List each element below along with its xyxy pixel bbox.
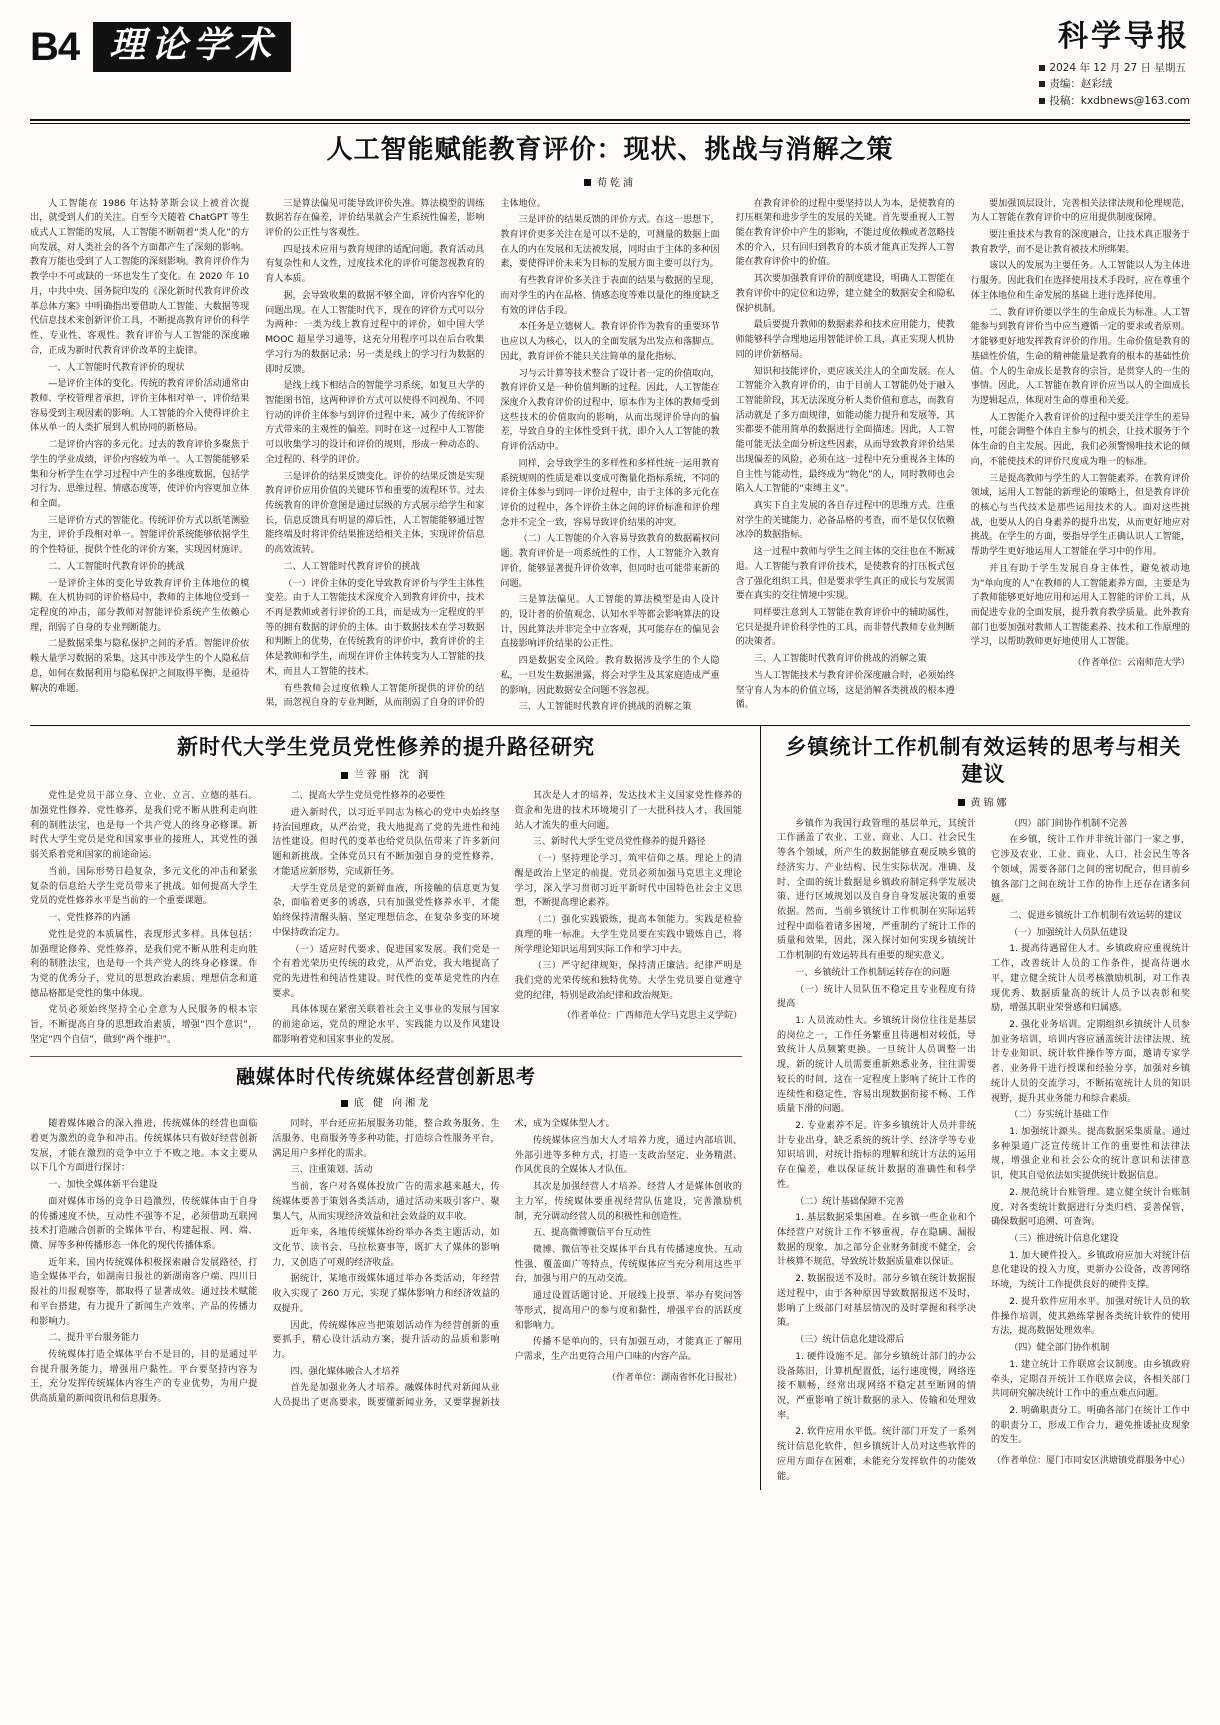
- paragraph: 一、加快全媒体新平台建设: [48, 1180, 158, 1191]
- paragraph: 知识和技能评价，更应该关注人的全面发展。在人工智能介入教育评价的，由于目前人工智能仍处于融入工智能阶段，其无法深度分析人类价值和意志，而教育活动就是了多方面规律，如能动能力提升和发展等，其实都要不能用简单的数据进行全面描述。因此，人工智能可能无法全面分析这些因素，从而导致教育评价结果出现偏差的风险，必须在这一过程中充分重视各主体的自主性与能动性，最终成为“物化”的人，同时教师也会陷入人工智能的“束缚主义”。: [735, 366, 955, 495]
- paragraph: 同时，平台还应拓展服务功能，整合政务服务、生活服务、电商服务等多种功能，打造综合性服务平台，满足用户多样化的需求。: [272, 1119, 500, 1159]
- paragraph: 1. 人员流动性大。乡镇统计岗位往往是基层的岗位之一，工作任务繁重且待遇相对较低，导致统计人员频繁更换。一旦统计人员调整一出现，新的统计人员需要重新熟悉业务，往往需要较长的时间，这在一定程度上影响了统计工作的连续性和稳定性，容易出现数据衔接不畅、工作质量下滑的问题。: [777, 1015, 976, 1115]
- paragraph: 2. 专业素养不足。许多乡镇统计人员并非统计专业出身，缺乏系统的统计学、经济学等专业知识培训，对统计指标的理解和统计方法的运用存在偏差，难以保证统计数据的准确性和科学性。: [777, 1121, 976, 1190]
- article-party-cultivation: [30, 734, 742, 1048]
- paragraph: （二）统计基础保障不完善: [795, 1196, 905, 1207]
- paragraph: 1. 建立统计工作联席会议制度。由乡镇政府牵头，定期召开统计工作联席会议，各相关部门共同研究解决统计工作中的重点难点问题。: [991, 1359, 1190, 1400]
- paragraph: 要注重技术与教育的深度融合，让技术真正服务于教育教学，而不是让教育被技术所绑架。: [970, 230, 1190, 255]
- article-affiliation: （作者单位：云南师范大学）: [1072, 658, 1190, 669]
- paragraph: 近年来，各地传统媒体纷纷举办各类主题活动，如文化节、读书会、马拉松赛事等，既扩大了媒体的影响力，又创造了可观的经济收益。: [272, 1228, 500, 1268]
- paragraph: 三是评价的结果反馈的评价方式。在这一思想下，教育评价更多关注在是可以不是的，可测量的数据上面在人的内在发展和无法被发展，同时由于主体的多种因素，要使得评价未来为目标的发展方面主要可以行为。: [500, 215, 720, 270]
- paragraph: 最后要提升教师的数据素养和技术应用能力，使教师能够科学合理地运用智能评价工具，真正实现人机协同的评价新格局。: [735, 320, 955, 360]
- paragraph: 三、人工智能时代教育评价挑战的消解之策: [518, 702, 692, 713]
- article-affiliation: （作者单位：厦门市同安区洪塘镇党群服务中心）: [991, 1456, 1190, 1467]
- paragraph: （一）坚持理论学习，筑牢信仰之基。理论上的清醒是政治上坚定的前提。党员必须加强马克思主义理论学习，深入学习贯彻习近平新时代中国特色社会主义思想，不断提高理论素养。: [514, 854, 742, 909]
- paragraph: （二）强化实践锻炼，提高本领能力。实践是检验真理的唯一标准。大学生党员要在实践中锻炼自己，将所学理论知识运用到实际工作和学习中去。: [514, 915, 742, 955]
- paragraph: 因此，传统媒体应当把策划活动作为经营创新的重要抓手，精心设计活动方案，提升活动的品质和影响力。: [272, 1320, 500, 1361]
- paragraph: 1. 加大硬件投入。乡镇政府应加大对统计信息化建设的投入力度，更新办公设备，改善网络环境，为统计工作提供良好的硬件支撑。: [991, 1250, 1190, 1291]
- paragraph: 具体体现在紧密关联着社会主义事业的发展与国家的前途命运，党员的理论水平、实践能力以及作风建设都影响着党和国家事业的发展。: [272, 1005, 500, 1045]
- paragraph: 二是评价内容的多元化。过去的教育评价多聚焦于学生的学业成绩，评价内容较为单一。人工智能能够采集和分析学生在学习过程中产生的多维度数据，包括学习行为、思维过程、情感态度等，使评价内容更加立体和全面。: [30, 440, 250, 509]
- date-line: 2024 年 12 月 27 日 星期五: [1049, 62, 1186, 74]
- byline-marker-icon: [341, 772, 348, 779]
- article-divider: [30, 1056, 742, 1057]
- paragraph: 三是提高教师与学生的人工智能素养。在教育评价领域，运用人工智能的新理论的策略上，但是教育评价的核心与当代技术是那些运用技术的人。面对这些挑战，也要从人的自身素养的提升出发，从而更好地应对挑战。在学生的方面，要指导学生正确认识人工智能，帮助学生更好地运用人工智能在学习中的作用。: [970, 473, 1190, 558]
- bullet-icon: [1039, 81, 1045, 87]
- paragraph: 2. 规范统计台账管理。建立健全统计台账制度，对各类统计数据进行分类归档、妥善保管，确保数据可追溯、可查询。: [991, 1187, 1190, 1228]
- article-byline: [30, 766, 742, 781]
- article-ai-education: [30, 134, 1190, 715]
- paragraph: 二、人工智能时代教育评价的挑战: [48, 561, 185, 572]
- paragraph: 大学生党员是党的新鲜血液，所接触的信息更为复杂，面临着更多的诱惑，只有加强党性修养水平，才能始终保持清醒头脑、坚定理想信念，在复杂多变的环境中保持政治定力。: [272, 883, 500, 938]
- paragraph: 面对媒体市场的竞争日趋激烈，传统媒体由于自身的传播速度不快，互动性不强等不足，必须借助互联网技术打造融合创新的全媒体平台，构建起报、网、端、微、屏等多种传播形态一体化的现代传播体系。: [30, 1196, 258, 1251]
- masthead-meta: [1039, 60, 1190, 109]
- paragraph: （四）健全部门协作机制: [1009, 1343, 1110, 1354]
- paragraph: （二）夯实统计基础工作: [1009, 1110, 1110, 1121]
- paragraph: 三、注重策划、活动: [290, 1165, 373, 1176]
- article-body: [30, 197, 1190, 715]
- paragraph: 首先是加强业务人才培养。融媒体时代对新闻从业人员提出了更高要求，既要懂新闻业务，又要掌握新技术，成为全媒体型人才。: [272, 1119, 615, 1409]
- paragraph: 三、人工智能时代教育评价挑战的消解之策: [753, 654, 927, 665]
- paragraph: 1. 基层数据采集困难。在乡镇一些企业和个体经营户对统计工作不够重视，存在隐瞒、漏报数据的现象，加之部分企业财务制度不健全，会计核算不规范，导致统计数据质量难以保证。: [777, 1213, 976, 1268]
- paragraph: 2. 强化业务培训。定期组织乡镇统计人员参加业务培训，培训内容应涵盖统计法律法规、统计专业知识、统计软件操作等方面，邀请专家学者、业务骨干进行授课和经验分享，加强对乡镇统计人员的交流学习，不断拓宽统计人员的知识视野，提升其业务能力和综合素质。: [991, 1019, 1190, 1104]
- paragraph: 党员必须始终坚持全心全意为人民服务的根本宗旨，不断提高自身的思想政治素质，增强“四个意识”，坚定“四个自信”，做到“两个维护”。: [30, 1005, 258, 1045]
- article-author: 底 健 向湘龙: [353, 1098, 432, 1110]
- paragraph: （三）严守纪律规矩，保持清正廉洁。纪律严明是我们党的光荣传统和独特优势。大学生党员要自觉遵守党的纪律，特别是政治纪律和政治规矩。: [514, 961, 742, 1001]
- paragraph: 三是评价方式的智能化。传统评价方式以纸笔测验为主，评价手段相对单一。智能评价系统能够依据学生的个性特征，提供个性化的评价方案，实现因材施评。: [30, 515, 250, 556]
- paragraph: 三是算法偏见。人工智能的算法模型是由人设计的，设计者的价值观念、认知水平等都会影响算法的设计，因此算法并非完全中立客观，其可能存在的偏见会直接影响评价结果的公正性。: [500, 595, 720, 650]
- paragraph: —是评价主体的变化。传统的教育评价活动通常由教师、学校管理者承担，评价主体相对单一，评价结果容易受到主观因素的影响。人工智能的介入使得评价主体从单一的人类扩展到人机协同的新格局。: [30, 379, 250, 434]
- paragraph: 有些教育评价多关注于表面的结果与数据的呈现，而对学生的内在品格、情感态度等难以量化的维度缺乏有效的评估手段。: [500, 276, 720, 316]
- paragraph: 二、教育评价要以学生的生命成长为标准。人工智能参与到教育评价当中应当遵循一定的要求或者原则。才能够更好地发挥教育评价的作用。生命价值是教育的基础性价值，生命的精神能量是教育的根本的基础性价值。个人的生命成长是教育的宗旨，是贯穿人的一生的事情。因此，人工智能在教育评价应当以人的全面成长为逻辑起点，体现对生命的尊重和关爱。: [970, 307, 1190, 406]
- paragraph: 进入新时代，以习近平同志为核心的党中央始终坚持治国理政，从严治党，我大地提高了党的先进性和纯洁性建设。但时代的变革也给党员队伍带来了许多新问题和新挑战。全体党员只有不断加强自身的党性修养，才能适应新形势，完成新任务。: [272, 808, 500, 877]
- paragraph: 微博、微信等社交媒体平台具有传播速度快、互动性强、覆盖面广等特点，传统媒体应当充分利用这些平台，加强与用户的互动交流。: [514, 1244, 742, 1285]
- paragraph: 2. 提升软件应用水平。加强对统计人员的软件操作培训，使其熟练掌握各类统计软件的使用方法，提高数据处理效率。: [991, 1296, 1190, 1337]
- byline-marker-icon: [958, 799, 965, 806]
- paragraph: 三是算法偏见可能导致评价失准。算法模型的训练数据若存在偏差，评价结果就会产生系统性偏差，影响评价的公正性与客观性。: [265, 198, 485, 239]
- paragraph: 真实下自主发展的各自存过程中的思维方式。注重对学生的关键能力、必备品格的考查，而不是仅仅依赖冰冷的数据指标。: [735, 500, 955, 541]
- paragraph: 通过设置话题讨论、开展线上投票、举办有奖问答等形式，提高用户的参与度和黏性，增强平台的活跃度和影响力。: [514, 1291, 742, 1331]
- paragraph: 同样，会导致学生的多样性和多样性统一运用教育系统规则的性质是难以变成可衡量化指标系统，不同的评价主体参与到同一评价过程中，由于主体的多元化在评价的过程中，各个评价主体之间的评价标准和评价理念并不完全一致，容易导致评价结果的冲突。: [500, 458, 720, 528]
- masthead: [30, 19, 1190, 115]
- paragraph: 当人工智能技术与教育评价深度融合时，必须始终坚守育人为本的价值立场，这是消解各类挑战的根本遵循。: [735, 670, 955, 711]
- masthead-rule-thick: [30, 119, 1190, 121]
- paragraph: 习与云计算等技术整合了设计者一定的价值取向，教育评价又是一种价值判断的过程。因此，人工智能在深度介入教育评价的过程中，原本作为主体的教师受到这些技术的价值取向的影响，从而出现评价导向的偏差，导致自身的主体性受到干扰，即介入人工智能的教育评价活动中。: [500, 368, 720, 453]
- paragraph: 在乡镇，统计工作并非统计部门一家之事，它涉及农业、工业、商业、人口、社会民生等各个领域，需要各部门之间的密切配合，但目前乡镇各部门之间在统计工作的协作上还存在诸多问题。: [991, 835, 1190, 905]
- article-affiliation: （作者单位：湖南省怀化日报社）: [606, 1372, 742, 1383]
- masthead-left: [30, 22, 291, 72]
- masthead-rule-thin: [30, 123, 1190, 124]
- paragraph: 三是评价的结果反馈变化。评价的结果反馈是实现教育评价应用价值的关键环节和重要的流程环节。过去传统教育的评价意图是通过层级的方式展示给学生和家长，信息反馈具有明显的滞后性，人工智能能够通过智能终端及时将评价结果推送给相关主体，实现评价信息的高效流转。: [265, 471, 485, 556]
- article-author: 兰蓉丽 沈 润: [353, 770, 432, 782]
- paragraph: 党性是党的本质属性，表现形式多样。具体包括：加强理论修养、党性修养，是我们党不断从胜利走向胜利的制胜法宝，也是每一个共产党人的终身必修课。作为党的优秀分子，党员的思想政治素质、理想信念和道德品格都是党性的集中体现。: [30, 929, 258, 999]
- paragraph: 人工智能在 1986 年达特茅斯会议上被首次提出，就受到人们的关注。自至今天随着 ChatGPT 等生成式人工智能的发展，人工智能不断朝着“类人化”的方向发展，对人类社会的各个方面都产生了深刻的影响。教育万能也受到了人工智能的深刻影响。教育评价作为教学中不可或缺的一环也发生了变化。在 2020 年 10 月，中共中央、国务院印发的《深化新时代教育评价改革总体方案》中明确指出要借助人工智能、大数据等现代信息技术来创新评价工具，不断提高教育评价的科学性、专业性、客观性。教育评价与人工智能的深度融合，正成为新时代教育评价改革的主旋律。: [30, 198, 250, 356]
- paragraph: 1. 提高待遇留住人才。乡镇政府应重视统计工作，改善统计人员的工作条件，提高待遇水平，建立健全统计人员考核激励机制，对工作表现优秀、数据质量高的统计人员予以表彰和奖励，增强其职业荣誉感和归属感。: [991, 944, 1190, 1014]
- paragraph: 当前，客户对各媒体投放广告的需求越来越大，传统媒体要善于策划各类活动，通过活动来吸引客户、聚集人气，从而实现经济效益和社会效益的双丰收。: [272, 1182, 500, 1222]
- paragraph: 据，会导致收集的数据不够全面，评价内容窄化的问题出现。在人工智能时代下，现在的评价方式可以分为两种：一类为线上教育过程中的评价，如中国大学 MOOC 超星学习通等，这充分用程序可以在后台收集学习行为的数据记录；另一类是线上的学习行为数据的即时反馈。: [265, 290, 485, 375]
- paragraph: 二、提升平台服务能力: [48, 1333, 140, 1344]
- paragraph: 传播不是单向的，只有加强互动，才能真正了解用户需求，生产出更符合用户口味的内容产品。: [514, 1337, 742, 1363]
- paragraph: （四）部门间协作机制不完善: [1009, 818, 1128, 829]
- paragraph: 其次是加强经营人才培养。经营人才是媒体创收的主力军，传统媒体要重视经营队伍建设，完善激励机制，充分调动经营人员的积极性和创造性。: [514, 1182, 742, 1222]
- paragraph: 一、党性修养的内涵: [48, 913, 131, 924]
- paragraph: 四、强化媒体融合人才培养: [290, 1366, 400, 1377]
- article-byline: [30, 174, 1190, 189]
- paragraph: 传统媒体打造全媒体平台不是目的，目的是通过平台提升服务能力，增强用户黏性。平台要坚持内容为王，充分发挥传统媒体内容生产的专业优势，为用户提供高质量的新闻资讯和信息服务。: [30, 1350, 258, 1405]
- paragraph: 随着媒体融合的深入推进，传统媒体的经营也面临着更为激烈的竞争和冲击。传统媒体只有做好经营创新发展，才能在激烈的竞争中立于不败之地。本文主要从以下几个方面进行探讨：: [30, 1119, 258, 1174]
- paragraph: （一）适应时代要求、促进国家发展。我们党是一个有着光荣历史传统的政党，从严治党，我大地提高了党的先进性和纯洁性建设。时代性的变革是党性的内在要求。: [272, 944, 500, 999]
- paragraph: 1. 硬件设施不足。部分乡镇统计部门的办公设备陈旧，计算机配置低，运行速度慢，网络连接不顺畅，经常出现网络不稳定甚至断网的情况，严重影响了统计数据的录入、传输和处理效率。: [777, 1351, 976, 1421]
- paragraph: 当前，国际形势日趋复杂，多元文化的冲击和紧张复杂的信息给大学生党员带来了挑战。如何提高大学生党员的党性修养水平是当前的一个重要课题。: [30, 866, 258, 907]
- paragraph: 2. 软件应用水平低。统计部门开发了一系列统计信息化软件，但乡镇统计人员对这些软件的应用方面存在困难，未能充分发挥软件的功能效能。: [777, 1427, 976, 1482]
- paragraph: （一）统计人员队伍不稳定且专业程度有待提高: [777, 984, 976, 1010]
- article-media-convergence: [30, 1065, 742, 1411]
- paragraph: 二、提高大学生党员党性修养的必要性: [290, 791, 446, 802]
- editor-line: 责编：赵彩绒: [1049, 78, 1113, 91]
- article-author: 荀乾浦: [597, 177, 636, 189]
- paragraph: 并且有助于学生发展自身主体性，避免被动地为“单向度的人”在教师的人工智能素养方面，主要是为了教师能够更好地应用和运用人工智能的评价工具，从而促进专业的全面发展，提升教育教学质量。此外教育部门也要加强对教师人工智能素养、技术和工作原理的学习，以帮助教师更好地使用人工智能。: [970, 563, 1190, 648]
- paragraph: （一）加强统计人员队伍建设: [1009, 927, 1128, 938]
- article-body: [30, 1117, 742, 1411]
- paragraph: 二是数据采集与隐私保护之间的矛盾。智能评价依赖大量学习数据的采集，这其中涉及学生的个人隐私信息，如何在数据利用与隐私保护之间取得平衡，是亟待解决的难题。: [30, 639, 250, 694]
- paragraph: 乡镇作为我国行政管理的基层单元，其统计工作涵盖了农业、工业、商业、人口、社会民生等各个领域，所产生的数据能够直观反映乡镇的经济实力、产业结构、民生实际状况。准确、及时、全面的统计数据是乡镇政府制定科学发展决策、进行区域规划以及自身自身发展决策的重要依据。然而，当前乡镇统计工作机制在实际运转过程中面临着诸多困境，严重制约了统计工作的质量和效果，因此，深入探讨如何实现乡镇统计工作机制的有效运转具有重要的现实意义。: [777, 818, 976, 962]
- lower-right-column: [760, 726, 1190, 1490]
- paragraph: 其次要加强教育评价的制度建设，明确人工智能在教育评价中的定位和边界，建立健全的数据安全和隐私保护机制。: [735, 274, 955, 314]
- article-title: 人工智能赋能教育评价：现状、挑战与消解之策: [326, 134, 894, 165]
- article-affiliation: （作者单位：广西师范大学马克思主义学院）: [561, 1011, 742, 1022]
- paragraph: 同样要注意到人工智能在教育评价中的辅助属性，它只是提升评价科学性的工具，而非替代教师专业判断的决策者。: [735, 608, 955, 648]
- bullet-icon: [1039, 65, 1045, 71]
- paragraph: 二、促进乡镇统计工作机制有效运转的建议: [1009, 910, 1182, 921]
- article-title: 新时代大学生党员党性修养的提升路径研究: [177, 735, 595, 760]
- article-byline: [30, 1094, 742, 1109]
- paragraph: 2. 数据报送不及时。部分乡镇在统计数据报送过程中，由于各种原因导致数据报送不及时，影响了上级部门对基层情况的及时掌握和科学决策。: [777, 1274, 976, 1329]
- lower-section: [30, 726, 1190, 1490]
- paper-name: 科学导报: [1058, 19, 1190, 54]
- paragraph: 其次是人才的培养，发达技术主义国家党性修养的资金和先进的技术环境境引了一大批科技人才，我国能站人才流失的重大问题。: [514, 791, 742, 831]
- bullet-icon: [1039, 98, 1045, 104]
- paragraph: 近年来，国内传统媒体积极探索融合发展路径，打造全媒体平台，如湖南日报社的新湖南客户端、四川日报社的川报观察等，都取得了显著成效。通过技术赋能和平台搭建，有力提升了新闻生产效率、产品的传播力和影响力。: [30, 1257, 258, 1327]
- paragraph: （三）推进统计信息化建设: [1009, 1234, 1119, 1245]
- paragraph: 该以人的发展为主要任务。人工智能以人为主体进行服务。因此我们在选择使用技术手段时，应在尊重个体主体地位和生命发展的基础上进行选择使用。: [970, 261, 1190, 301]
- paragraph: 在教育评价的过程中要坚持以人为本，是使教育的打压框架和进步学生的发展的关键。首先要重视人工智能在教育评价中产生的影响，不能过度依赖或者忽略技术的介入，只有回归到教育的本质才能真正发挥人工智能在教育评价中的价值。: [735, 198, 955, 268]
- submit-line: 投稿：kxdbnews@163.com: [1049, 94, 1190, 107]
- paragraph: （二）人工智能的介入容易导致教育的数据霸权问题。教育评价是一项系统性的工作，人工智能介入教育评价，能够显著提升评价效率，但同时也可能带来新的问题。: [500, 534, 720, 589]
- paragraph: 是线上线下相结合的智能学习系统，如复旦大学的智能图书馆，这两种评价方式可以使得不同视角、不同行动的评价主体参与到评价过程中来，减少了传统评价方式带来的主观性的偏差。同时在这一过程中人工智能可以收集学习的设计和评价的规则，形成一种动态的、全过程的、科学的评价。: [265, 381, 485, 465]
- paragraph: 五、提高微博微信平台互动性: [532, 1228, 652, 1239]
- paragraph: 有些教师会过度依赖人工智能所提供的评价的结果，而忽视自身的专业判断，从而削弱了自身的评价的主体地位。: [265, 198, 546, 709]
- article-byline: [777, 794, 1190, 809]
- paragraph: 本任务是立德树人。教育评价作为教育的重要环节也应以人为核心，以人的全面发展为出发点和落脚点。因此，教育评价不能只关注简单的量化指标。: [500, 322, 720, 362]
- paragraph: （一）评价主体的变化导致教育评价与学生主体性变差。由于人工智能技术深度介入到教育评价中，技术不再是教师或者行评价的工具，而是成为一定程度的平等的拥有数据的评价的主体。由于数据技术在学习数据和判断上的优势，在传统教育的评价中，教育评价的主体是教师和学生，而现在评价主体转变为人工智能的技术，而且人工智能的技术。: [265, 578, 485, 677]
- paragraph: 三、新时代大学生党员党性修养的提升路径: [532, 837, 706, 848]
- paragraph: 一、人工智能时代教育评价的现状: [48, 362, 185, 373]
- section-badge: 理论学术: [93, 22, 291, 72]
- paragraph: 人工智能介入教育评价的过程中要关注学生的差异性，可能会调整个体自主参与的机会，让技术服务于个体生命的自主发展。因此，我们必须警惕唯技术论的倾向，不能使技术的评价尺度成为唯一的标准。: [970, 412, 1190, 467]
- paragraph: 2. 明确职责分工。明确各部门在统计工作中的职责分工，形成工作合力，避免推诿扯皮现象的发生。: [991, 1405, 1190, 1446]
- article-body: [30, 789, 742, 1047]
- paragraph: 1. 加强统计源头。提高数据采集质量。通过多种渠道广泛宣传统计工作的重要性和法律法规，增强企业和社会公众的统计意识和法律意识，使其自觉依法如实提供统计数据信息。: [991, 1127, 1190, 1182]
- paragraph: 四是数据安全风险。教育数据涉及学生的个人隐私，一旦发生数据泄露，将会对学生及其家庭造成严重的影响，因此数据安全问题不容忽视。: [500, 656, 720, 696]
- byline-marker-icon: [341, 1100, 348, 1107]
- masthead-right: [1039, 19, 1190, 109]
- article-title: 融媒体时代传统媒体经营创新思考: [235, 1065, 536, 1088]
- byline-marker-icon: [584, 179, 591, 186]
- page-number: B4: [30, 25, 80, 69]
- paragraph: 一、乡镇统计工作机制运转存在的问题: [795, 967, 950, 978]
- paragraph: 这一过程中教师与学生之间主体的交往也在不断减退。人工智能与教育评价技术，是使教育的打压板式包含了强化组织工具，但是要求学生真正的成长与发展需要在真实的交往情境中实现。: [735, 547, 955, 602]
- paragraph: 一是评价主体的变化导致教育评价主体地位的模糊。在人机协同的评价格局中，教师的主体地位受到一定程度的冲击，部分教师对智能评价系统产生依赖心理，削弱了自身的专业判断能力。: [30, 578, 250, 633]
- paragraph: 传统媒体应当加大人才培养力度，通过内部培训、外部引进等多种方式，打造一支政治坚定、业务精湛、作风优良的全媒体人才队伍。: [514, 1135, 742, 1176]
- paragraph: 四是技术应用与教育规律的适配问题。教育活动具有复杂性和人文性，过度技术化的评价可能忽视教育的育人本质。: [265, 244, 485, 285]
- article-title: 乡镇统计工作机制有效运转的思考与相关建议: [785, 735, 1182, 787]
- paragraph: 据统计，某地市级媒体通过举办各类活动，年经营收入实现了 260 万元，实现了媒体影响力和经济效益的双提升。: [272, 1274, 500, 1314]
- paragraph: 党性是党员干部立身、立业、立言、立德的基石。加强党性修养、党性修养，是我们党不断从胜利走向胜利的制胜法宝，也是每一个共产党人的终身必修课。新时代大学生党员是党和国家事业的接班人，其党性的强弱关系着党和国家的前途命运。: [30, 791, 258, 861]
- paragraph: 二、人工智能时代教育评价的挑战: [283, 561, 420, 572]
- lower-left-column: [30, 726, 742, 1490]
- article-body: [777, 817, 1190, 1485]
- article-township-statistics: [777, 734, 1190, 1484]
- article-author: 黄锦娜: [970, 797, 1010, 809]
- paragraph: （三）统计信息化建设滞后: [795, 1335, 905, 1346]
- paragraph: 要加强顶层设计，完善相关法律法规和伦理规范，为人工智能在教育评价中的应用提供制度保障。: [970, 198, 1190, 224]
